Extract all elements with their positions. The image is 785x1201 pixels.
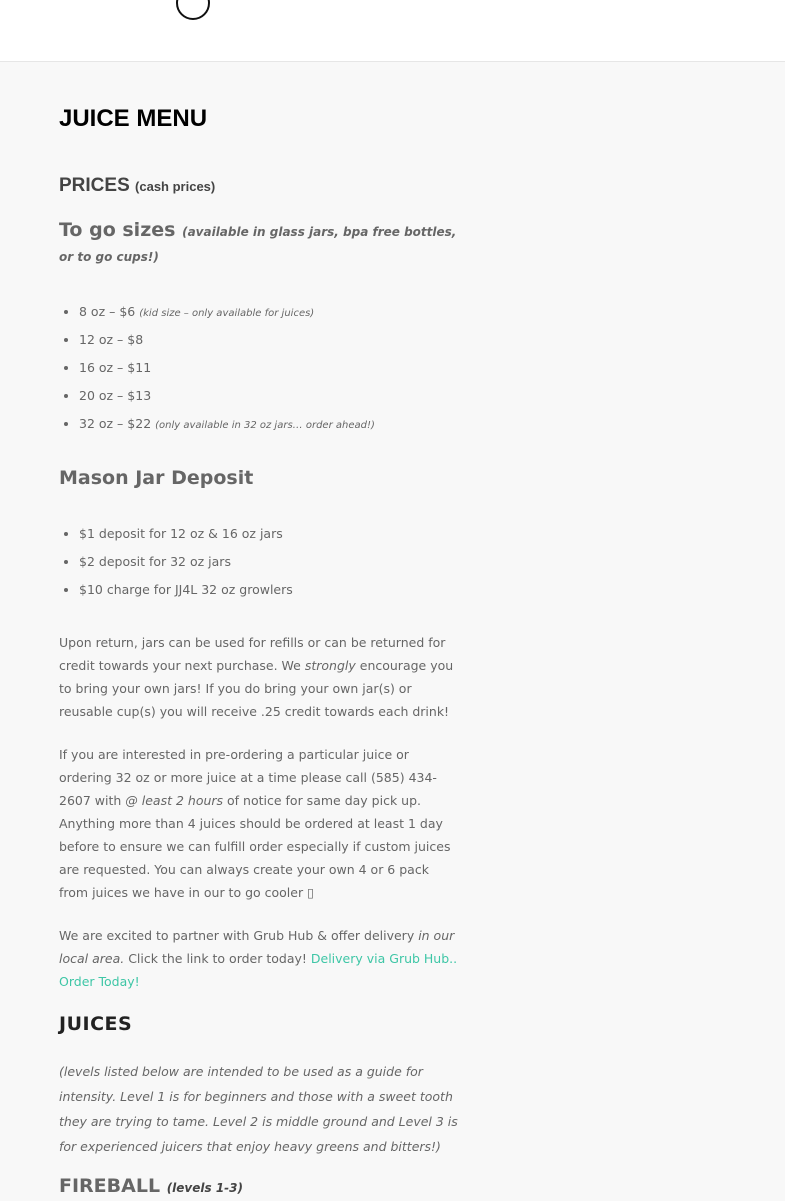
size-note: (only available in 32 oz jars… order ahead!) — [155, 420, 375, 431]
list-item — [79, 298, 375, 326]
size-label: 20 oz – $13 — [79, 388, 152, 403]
logo-icon[interactable] — [176, 0, 210, 20]
page-title: JUICE MENU — [59, 105, 208, 132]
emoji-glyph: ▯ — [307, 885, 314, 900]
list-item — [79, 410, 375, 438]
list-item — [79, 382, 375, 410]
list-item: • $1 deposit for 12 oz & 16 oz jars — [79, 520, 293, 548]
fireball-note: (levels 1-3) — [166, 1181, 243, 1195]
levels-note: (levels listed below are intended to be used as a guide for intensity. Level 1 is for beginners and those with a sweet tooth they are trying to tame. Level 2 is middle ground and Level 3 is for experienced juicers that enjoy heavy greens and bitters!) — [59, 1064, 458, 1154]
togo-heading — [59, 219, 461, 269]
emphasis: @ least 2 hours — [125, 793, 224, 808]
mason-jar-heading: Mason Jar Deposit — [59, 467, 254, 489]
fireball-label: FIREBALL — [59, 1175, 161, 1197]
preorder-paragraph — [59, 743, 461, 904]
togo-heading-label: To go sizes — [59, 219, 176, 241]
deposit-list — [59, 520, 293, 604]
text-run: Upon return, jars can be used for refills or can be returned for credit towards your next purchase. We — [59, 635, 446, 673]
jar-return-paragraph — [59, 631, 461, 723]
size-label: 12 oz – $8 — [79, 332, 144, 347]
prices-heading-label: PRICES — [59, 175, 130, 196]
size-label: 32 oz – $22 — [79, 416, 152, 431]
delivery-paragraph — [59, 924, 461, 993]
list-item — [79, 354, 375, 382]
size-note: (kid size – only available for juices) — [139, 308, 315, 319]
list-item: • $2 deposit for 32 oz jars — [79, 548, 293, 576]
togo-note: (available in glass jars, bpa free bottles, or to go cups!) — [59, 225, 457, 264]
text-run: encourage you to bring your own jars! If you do bring your own jar(s) or reusable cup(s) you will receive .25 credit towards each drink! — [59, 658, 454, 719]
size-label: 8 oz – $6 — [79, 304, 136, 319]
text-run: If you are interested in pre-ordering a particular juice or ordering 32 oz or more juice at a time please call (585) 434-2607 with — [59, 747, 437, 808]
fireball-heading — [59, 1173, 243, 1201]
sizes-list — [59, 298, 375, 438]
size-label: 16 oz – $11 — [79, 360, 152, 375]
prices-note: (cash prices) — [135, 179, 216, 194]
emphasis: in our local area. — [59, 928, 455, 966]
list-item: • $10 charge for JJ4L 32 oz growlers — [79, 576, 293, 604]
text-run: Click the link to order today! — [124, 951, 311, 966]
grubhub-link[interactable]: Delivery via Grub Hub.. Order Today! — [59, 951, 458, 989]
site-header — [0, 0, 785, 62]
juices-heading: JUICES — [59, 1013, 133, 1035]
emphasis: strongly — [304, 658, 356, 673]
list-item — [79, 326, 375, 354]
text-run: of notice for same day pick up. Anything more than 4 juices should be ordered at least 1 day before to ensure we can fulfill order especially if custom juices are requested. You can always create your own 4 or 6 pack from juices we have in our to go cooler — [59, 793, 451, 900]
prices-heading — [59, 174, 215, 199]
text-run: We are excited to partner with Grub Hub & offer delivery — [59, 928, 419, 943]
